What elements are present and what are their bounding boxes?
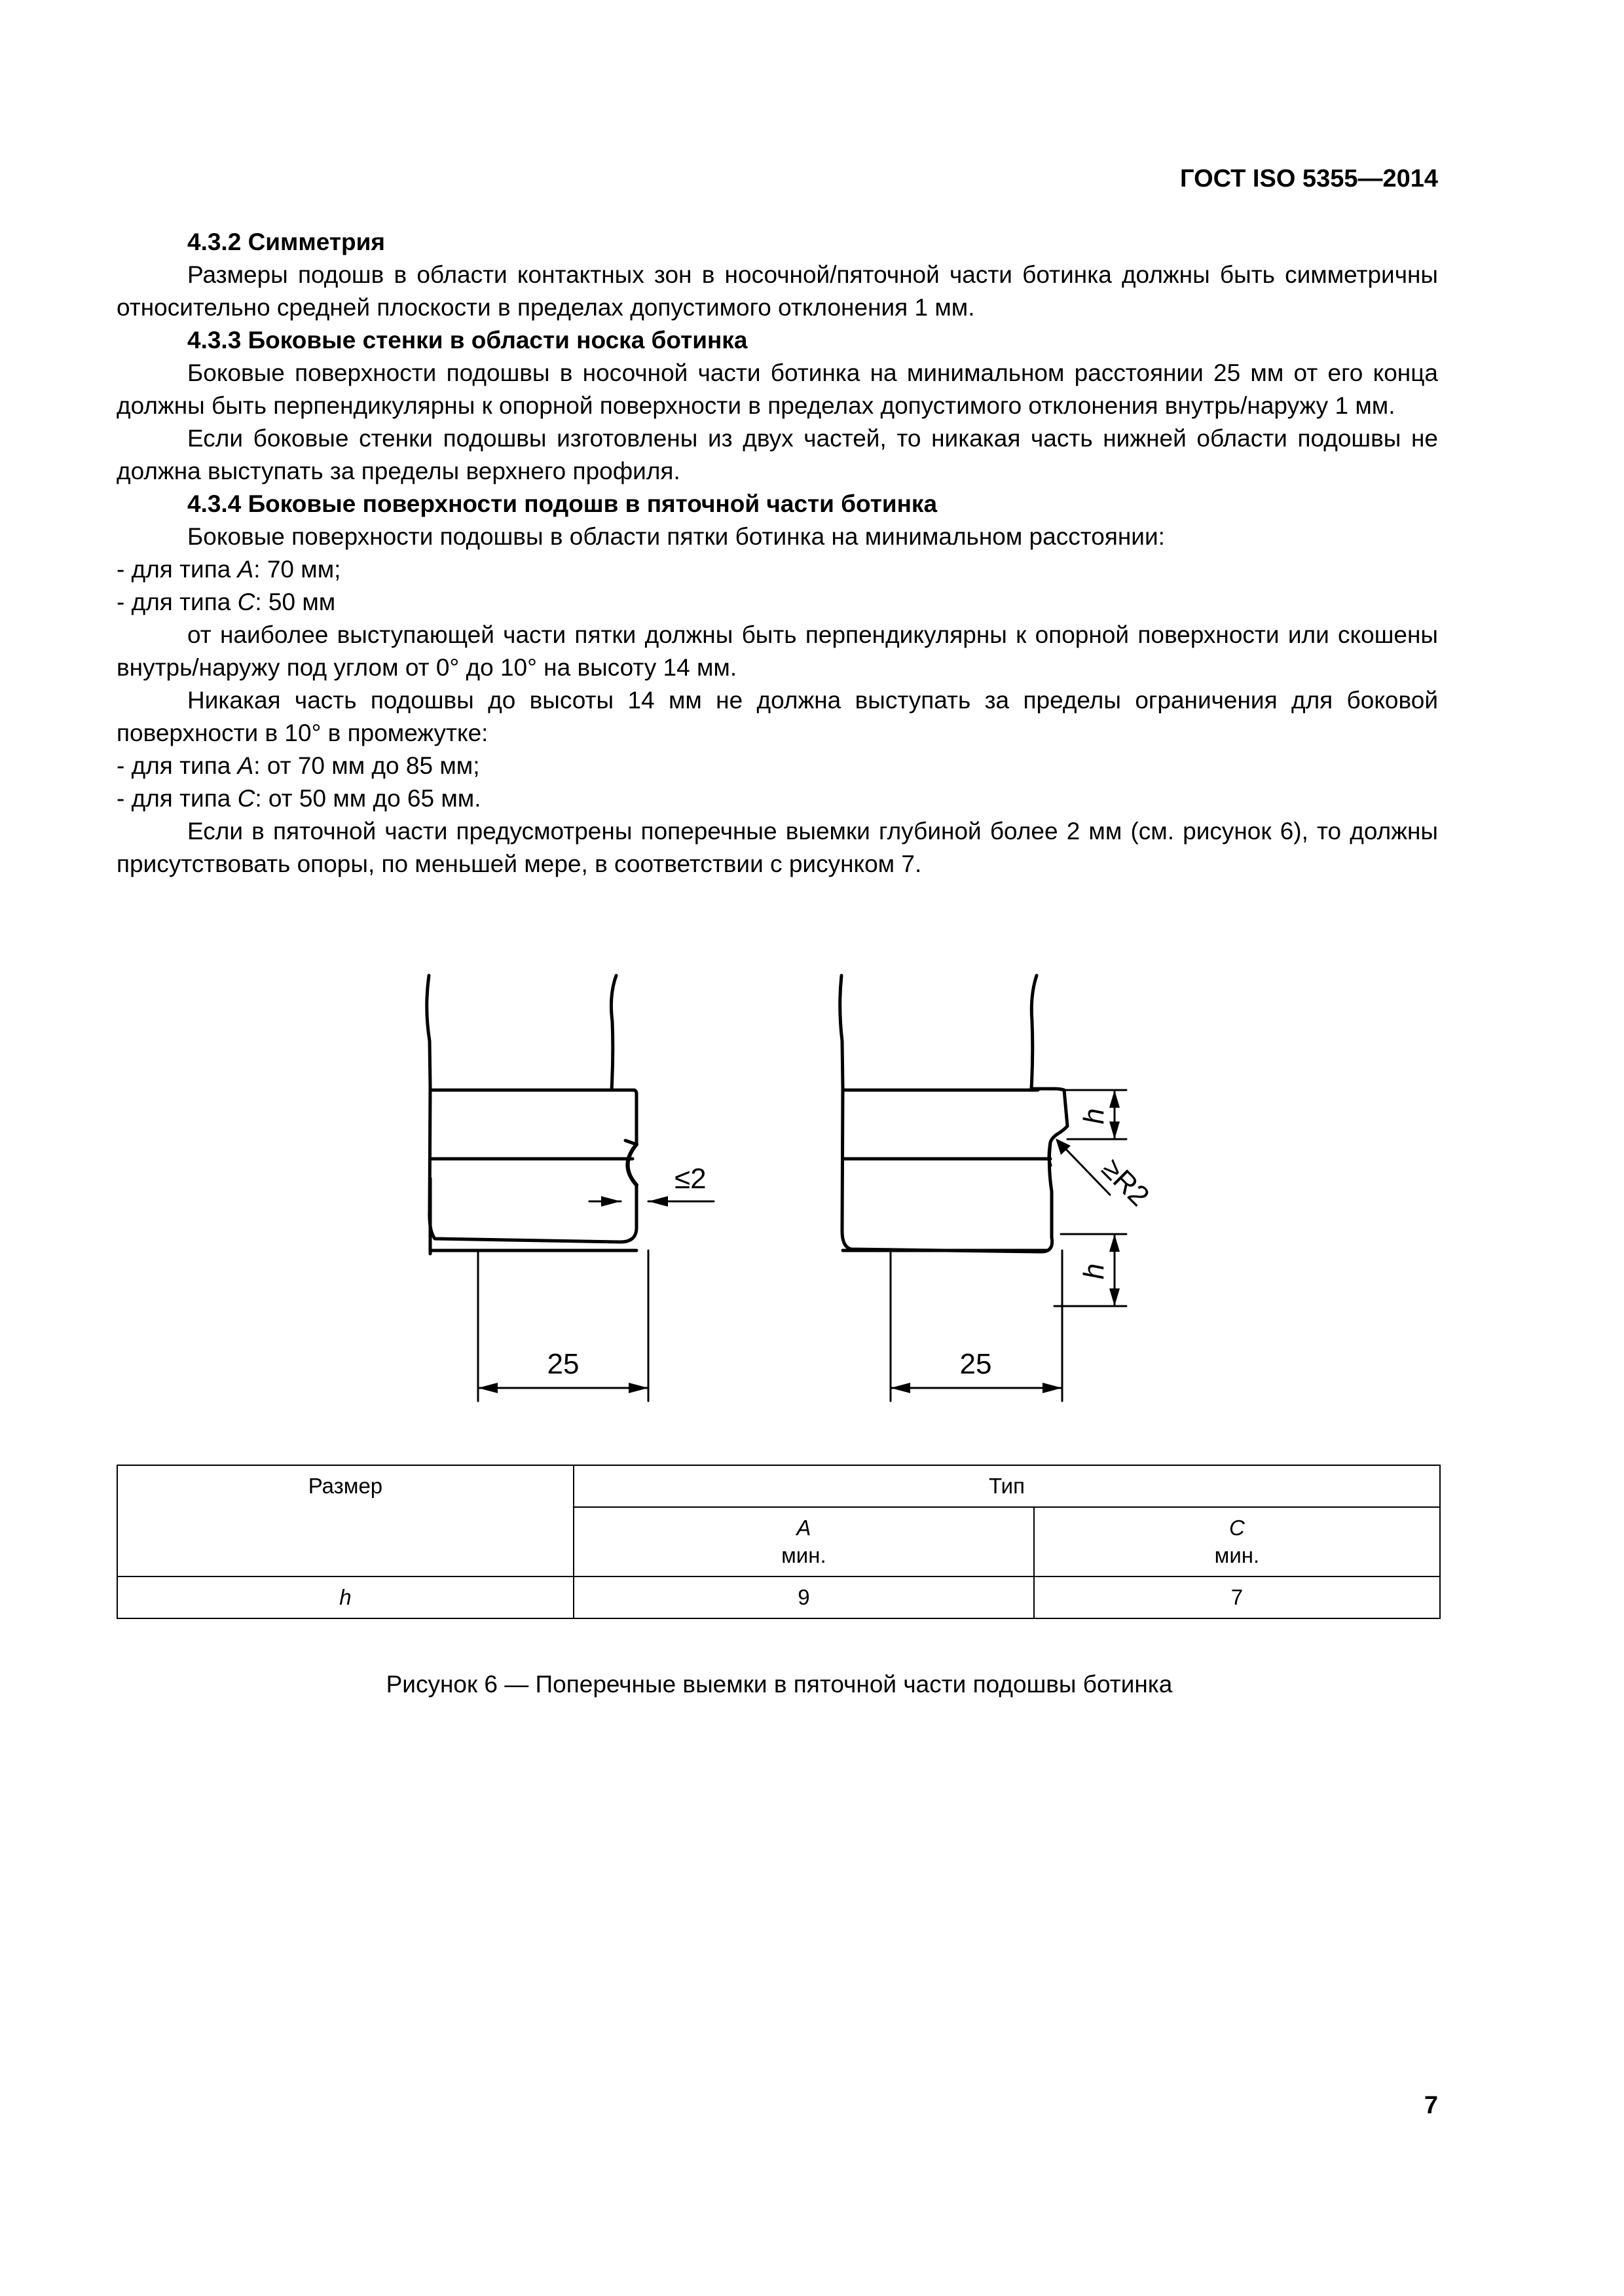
right-h-bottom-label: h — [1078, 1263, 1110, 1280]
paragraph-heel-limit: Никакая часть подошвы до высоты 14 мм не должна выступать за пределы ограничения для боковой поверхности в 10° в промежутке: — [117, 687, 1438, 746]
left-depth-label: ≤2 — [674, 1163, 707, 1195]
list-item-range-c: - для типа C: от 50 мм до 65 мм. — [117, 785, 481, 812]
table-cell-a: 9 — [574, 1576, 1034, 1618]
paragraph-grooves: Если в пяточной части предусмотрены поперечные выемки глубиной более 2 мм (см. рисунок 6), то должны присутствовать опоры, по меньшей мере, в соответствии с рисунком 7. — [117, 818, 1438, 877]
list-item-type-a: - для типа A: 70 мм; — [117, 556, 341, 583]
paragraph-heel-surfaces: Боковые поверхности подошвы в области пятки ботинка на минимальном расстоянии: — [187, 523, 1165, 550]
table-header-type-a: A мин. — [574, 1507, 1034, 1576]
table-header-type-c: C мин. — [1034, 1507, 1440, 1576]
paragraph-symmetry: Размеры подошв в области контактных зон в носочной/пяточной части ботинка должны быть симметричны относительно средней плоскости в пределах допустимого отклонения 1 мм. — [117, 261, 1438, 321]
body-text — [117, 226, 1438, 881]
paragraph-toe-walls: Боковые поверхности подошвы в носочной части ботинка на минимальном расстоянии 25 мм от его конца должны быть перпендикулярны к опорной поверхности в пределах допустимого отклонения внутрь/наружу 1 мм. — [117, 359, 1438, 419]
heading-4-3-4: 4.3.4 Боковые поверхности подошв в пяточной части ботинка — [187, 490, 938, 517]
left-dimensions — [478, 1201, 714, 1401]
right-width-label: 25 — [959, 1348, 992, 1380]
table-header-type: Тип — [574, 1465, 1440, 1507]
right-radius-label: ≥R2 — [1095, 1152, 1156, 1212]
page-number: 7 — [1424, 2092, 1438, 2119]
list-item-range-a: - для типа A: от 70 мм до 85 мм; — [117, 752, 480, 779]
table-header-size: Размер — [117, 1465, 574, 1576]
left-width-label: 25 — [547, 1348, 580, 1380]
heading-4-3-3: 4.3.3 Боковые стенки в области носка ботинка — [187, 327, 748, 354]
right-dimensions — [891, 1090, 1126, 1401]
table-cell-c: 7 — [1034, 1576, 1440, 1618]
right-h-top-label: h — [1078, 1108, 1110, 1125]
figure-6-svg — [393, 969, 1244, 1414]
dimensions-table — [117, 1465, 1441, 1619]
table-row — [117, 1576, 1440, 1618]
right-sole-outline — [840, 975, 1067, 1252]
paragraph-two-part-walls: Если боковые стенки подошвы изготовлены из двух частей, то никакая часть нижней области подошвы не должна выступать за пределы верхнего профиля. — [117, 425, 1438, 484]
paragraph-heel-angle: от наиболее выступающей части пятки должны быть перпендикулярны к опорной поверхности или скошены внутрь/наружу под углом от 0° до 10° на высоту 14 мм. — [117, 621, 1438, 681]
heading-4-3-2: 4.3.2 Симметрия — [187, 228, 385, 255]
figure-6-drawing — [393, 969, 1244, 1414]
left-sole-outline — [427, 975, 637, 1254]
figure-caption: Рисунок 6 — Поперечные выемки в пяточной части подошвы ботинка — [386, 1671, 1173, 1698]
table-cell-h: h — [117, 1576, 574, 1618]
list-item-type-c: - для типа C: 50 мм — [117, 589, 336, 615]
document-id: ГОСТ ISO 5355—2014 — [1180, 165, 1438, 192]
